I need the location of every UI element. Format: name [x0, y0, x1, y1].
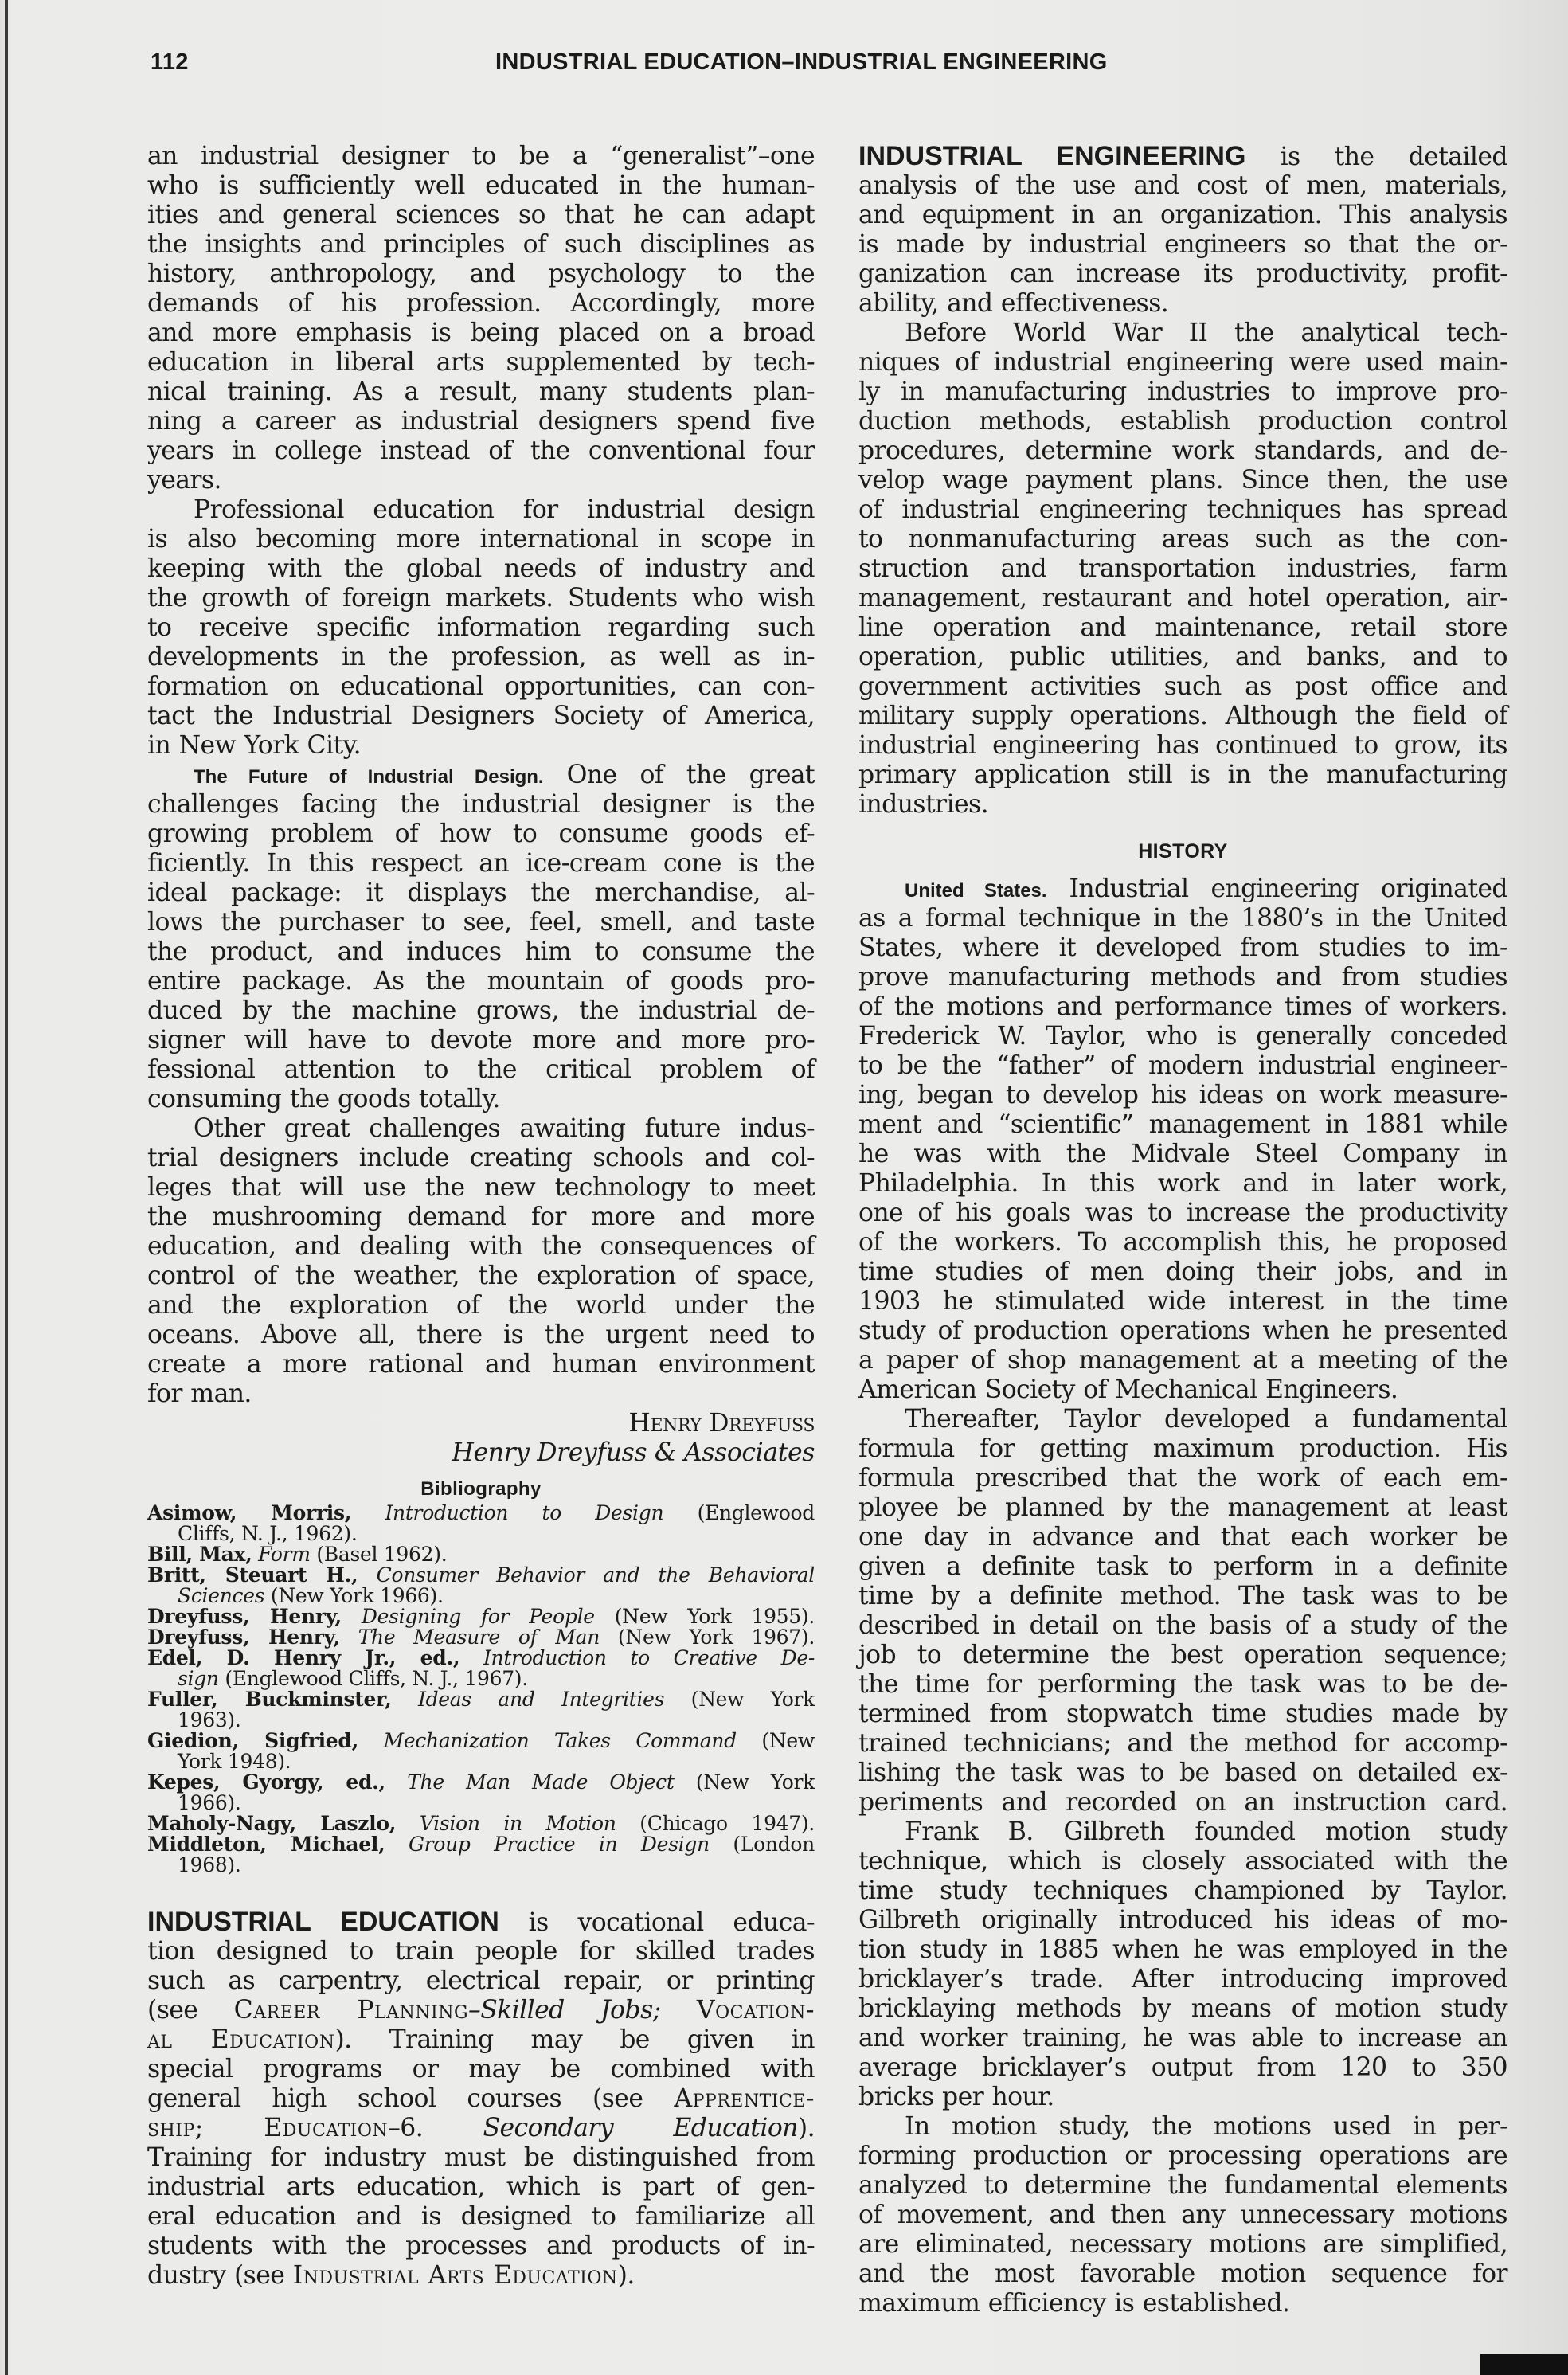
text-line: tion study in 1885 when he was employed in the	[858, 1935, 1507, 1964]
text-line: ment and “scientific” management in 1881 while	[858, 1110, 1507, 1139]
text-line: Philadelphia. In this work and in later work,	[858, 1169, 1507, 1198]
text-line: dustry (see Industrial Arts Education).	[147, 2261, 635, 2290]
text-line: Before World War II the analytical tech-	[905, 319, 1507, 347]
text-line: The Future of Industrial Design. One of the great	[194, 761, 815, 789]
text-line: technique, which is closely associated with the	[858, 1847, 1507, 1876]
paragraph-motion-study	[858, 2112, 1507, 2318]
entry-title: INDUSTRIAL ENGINEERING	[858, 141, 1246, 171]
text-line: he was with the Midvale Steel Company in	[858, 1140, 1507, 1168]
text-line: ideal package: it displays the merchandise, al-	[147, 878, 815, 907]
text-line: formula prescribed that the work of each em-	[858, 1464, 1507, 1493]
text-line: history, anthropology, and psychology to the	[147, 260, 815, 288]
text-line: Gilbreth originally introduced his ideas of mo-	[858, 1906, 1507, 1935]
text-line: for man.	[147, 1379, 252, 1408]
text-line: INDUSTRIAL ENGINEERING is the detailed	[858, 141, 1507, 171]
text-line: Thereafter, Taylor developed a fundamental	[905, 1405, 1507, 1434]
text-line: nical training. As a result, many students plan-	[147, 378, 815, 406]
text-line: industrial engineering has continued to grow, its	[858, 731, 1507, 760]
text-line: industries.	[858, 790, 988, 819]
text-line: given a definite task to perform in a definite	[858, 1552, 1507, 1581]
running-header	[147, 49, 1183, 81]
text-line: the time for performing the task was to be de-	[858, 1670, 1507, 1699]
text-line: duction methods, establish production control	[858, 407, 1507, 436]
text-line: signer will have to devote more and more pro-	[147, 1026, 815, 1054]
text-line: special programs or may be combined with	[147, 2055, 815, 2084]
text-line: of the motions and performance times of workers.	[858, 992, 1507, 1021]
page-binding-edge	[5, 0, 8, 2375]
entry-title: INDUSTRIAL EDUCATION	[147, 1907, 499, 1937]
text-line: eral education and is designed to familiarize all	[147, 2202, 815, 2231]
run-in-heading: The Future of Industrial Design.	[194, 766, 544, 788]
bibliography-entry: Giedion, Sigfried, Mechanization Takes Command (New York 1948).	[147, 1729, 815, 1773]
text-line: developments in the profession, as well as in-	[147, 643, 815, 671]
text-line: challenges facing the industrial designer is the	[147, 790, 815, 819]
cross-reference: Education	[264, 2114, 389, 2142]
text-line: consuming the goods totally.	[147, 1085, 500, 1113]
text-line: are eliminated, necessary motions are simplified,	[858, 2230, 1507, 2259]
text-line: to be the “father” of modern industrial engineer-	[858, 1051, 1507, 1080]
bibliography-entry: Kepes, Gyorgy, ed., The Man Made Object (New York 1966).	[147, 1770, 815, 1814]
text-line: lows the purchaser to see, feel, smell, and taste	[147, 908, 815, 937]
paragraph-professional-education	[147, 495, 815, 761]
text-line: is made by industrial engineers so that the or-	[858, 230, 1507, 259]
cross-reference: al Education	[147, 2025, 335, 2054]
paragraph-taylor-formula	[858, 1405, 1507, 1817]
text-line: trial designers include creating schools and col-	[147, 1144, 815, 1172]
bibliography-entry: Britt, Steuart H., Consumer Behavior and the Behavioral Sciences (New York 1966).	[147, 1563, 815, 1607]
bibliography-entry: Middleton, Michael, Group Practice in Design (London 1968).	[147, 1833, 815, 1876]
text-line: United States. Industrial engineering originated	[905, 874, 1507, 903]
text-line: ficiently. In this respect an ice-cream cone is the	[147, 849, 815, 878]
text-line: to nonmanufacturing areas such as the con-	[858, 525, 1507, 554]
cross-reference: Industrial Arts Education	[292, 2261, 618, 2290]
left-column	[147, 142, 815, 2291]
bibliography-entry: Dreyfuss, Henry, Designing for People (New York 1955).	[147, 1605, 815, 1628]
text-line: industrial arts education, which is part of gen-	[147, 2173, 815, 2201]
cross-reference: Vocation-	[696, 1996, 815, 2025]
text-line: time studies of men doing their jobs, and in	[858, 1258, 1507, 1286]
text-line: formation on educational opportunities, can con-	[147, 672, 815, 701]
text-line: the insights and principles of such disciplines as	[147, 230, 815, 259]
text-line: bricklayer’s trade. After introducing improved	[858, 1965, 1507, 1994]
text-line: control of the weather, the exploration of space,	[147, 1262, 815, 1290]
text-line: procedures, determine work standards, and de-	[858, 436, 1507, 465]
text-line: termined from stopwatch time studies made by	[858, 1700, 1507, 1728]
text-line: ning a career as industrial designers spend five	[147, 407, 815, 436]
text-line: and the exploration of the world under the	[147, 1291, 815, 1320]
bibliography	[147, 1476, 815, 1876]
text-line: of movement, and then any unnecessary motions	[858, 2201, 1507, 2229]
section-heading-history: HISTORY	[1138, 840, 1228, 863]
text-line: the growth of foreign markets. Students who wish	[147, 584, 815, 612]
text-line: years.	[147, 466, 221, 495]
section-united-states	[858, 874, 1507, 1405]
page-number: 112	[151, 49, 189, 75]
scan-corner-mark	[1480, 2354, 1568, 2375]
text-line: general high school courses (see Apprentice-	[147, 2084, 815, 2113]
text-line: periments and recorded on an instruction card.	[858, 1788, 1507, 1817]
text-line: leges that will use the new technology to meet	[147, 1173, 815, 1202]
text-line: growing problem of how to consume goods ef-	[147, 820, 815, 848]
text-line: primary application still is in the manufacturing	[858, 761, 1507, 789]
text-line: who is sufficiently well educated in the human-	[147, 171, 815, 200]
text-line: velop wage payment plans. Since then, the use	[858, 466, 1507, 495]
text-line: ities and general sciences so that he can adapt	[147, 201, 815, 229]
text-line: Professional education for industrial design	[194, 495, 815, 524]
text-line: tion designed to train people for skilled trades	[147, 1937, 815, 1966]
text-line: fessional attention to the critical problem of	[147, 1055, 815, 1084]
text-line: the product, and induces him to consume the	[147, 937, 815, 966]
text-line: demands of his profession. Accordingly, more	[147, 289, 815, 318]
text-line: education, and dealing with the consequences of	[147, 1232, 815, 1261]
text-line: years in college instead of the conventional four	[147, 436, 815, 465]
text-line: ship; Education–6. Secondary Education).	[147, 2114, 815, 2142]
text-line: ganization can increase its productivity, profit-	[858, 260, 1507, 288]
text-line: 1903 he stimulated wide interest in the time	[858, 1287, 1507, 1316]
author-affiliation: Henry Dreyfuss & Associates	[452, 1438, 815, 1467]
text-line: In motion study, the motions used in per-	[905, 2112, 1507, 2141]
text-line: ly in manufacturing industries to improve pro-	[858, 378, 1507, 406]
text-line: struction and transportation industries, farm	[858, 554, 1507, 583]
text-line: bricklaying methods by means of motion study	[858, 1994, 1507, 2023]
text-line: (see Career Planning–Skilled Jobs; Vocation-	[147, 1996, 815, 2025]
cross-reference: Career Planning	[233, 1996, 469, 2025]
text-line: to receive specific information regarding such	[147, 613, 815, 642]
text-line: and more emphasis is being placed on a broad	[147, 319, 815, 347]
text-line: management, restaurant and hotel operation, air-	[858, 584, 1507, 612]
text-line: Training for industry must be distinguished from	[147, 2143, 815, 2172]
text-line: military supply operations. Although the field of	[858, 702, 1507, 730]
bibliography-entry: Maholy-Nagy, Laszlo, Vision in Motion (Chicago 1947).	[147, 1812, 815, 1835]
text-line: bricks per hour.	[858, 2083, 1054, 2111]
text-line: is also becoming more international in scope in	[147, 525, 815, 554]
text-line: tact the Industrial Designers Society of America,	[147, 702, 815, 730]
text-line: study of production operations when he presented	[858, 1317, 1507, 1345]
text-line: as a formal technique in the 1880’s in the United	[858, 904, 1507, 933]
text-line: ing, began to develop his ideas on work measure-	[858, 1081, 1507, 1109]
text-line: Frederick W. Taylor, who is generally conceded	[858, 1022, 1507, 1051]
paragraph-other-challenges	[147, 1114, 815, 1409]
text-line: and equipment in an organization. This analysis	[858, 201, 1507, 229]
text-line: line operation and maintenance, retail store	[858, 613, 1507, 642]
text-line: time study techniques championed by Taylor.	[858, 1876, 1507, 1905]
text-line: trained technicians; and the method for accomp-	[858, 1729, 1507, 1758]
text-line: and the most favorable motion sequence for	[858, 2260, 1507, 2288]
author-signature	[147, 1409, 815, 1468]
paragraph-before-wwii	[858, 319, 1507, 820]
bibliography-entry: Edel, D. Henry Jr., ed., Introduction to Creative De- sign (Englewood Cliffs, N. J., 1967).	[147, 1646, 815, 1690]
text-line: in New York City.	[147, 731, 361, 760]
text-line: States, where it developed from studies to im-	[858, 933, 1507, 962]
text-line: one day in advance and that each worker be	[858, 1523, 1507, 1551]
bibliography-entry: Bill, Max, Form (Basel 1962).	[147, 1543, 448, 1566]
text-line: formula for getting maximum production. His	[858, 1434, 1507, 1463]
text-line: students with the processes and products of in-	[147, 2232, 815, 2260]
text-line: the mushrooming demand for more and more	[147, 1203, 815, 1231]
text-line: lishing the task was to be based on detailed ex-	[858, 1759, 1507, 1787]
paragraph-gilbreth	[858, 1817, 1507, 2112]
text-line: ployee be planned by the management at least	[858, 1493, 1507, 1522]
text-line: American Society of Mechanical Engineers.	[858, 1375, 1398, 1404]
text-line: ability, and effectiveness.	[858, 289, 1169, 318]
author-name: Henry Dreyfuss	[628, 1409, 815, 1438]
run-in-heading: United States.	[905, 880, 1047, 902]
text-line: described in detail on the basis of a study of the	[858, 1611, 1507, 1640]
bibliography-list	[147, 1503, 815, 1876]
text-line: analyzed to determine the fundamental elements	[858, 2171, 1507, 2200]
text-line: Other great challenges awaiting future indus-	[194, 1114, 815, 1143]
text-line: operation, public utilities, and banks, and to	[858, 643, 1507, 671]
text-line: government activities such as post office and	[858, 672, 1507, 701]
cross-reference: Apprentice-	[674, 2084, 815, 2113]
text-line: maximum efficiency is established.	[858, 2289, 1290, 2318]
text-line: such as carpentry, electrical repair, or printing	[147, 1966, 815, 1995]
text-line: INDUSTRIAL EDUCATION is vocational educa-	[147, 1907, 815, 1937]
paragraph-generalist	[147, 142, 815, 495]
text-line: prove manufacturing methods and from studies	[858, 963, 1507, 992]
text-line: an industrial designer to be a “generalist”–one	[147, 142, 815, 170]
text-line: analysis of the use and cost of men, materials,	[858, 171, 1507, 200]
section-future-of-industrial-design	[147, 761, 815, 1114]
text-line: keeping with the global needs of industry and	[147, 554, 815, 583]
text-line: average bricklayer’s output from 120 to 350	[858, 2053, 1507, 2082]
right-column	[858, 142, 1507, 2318]
text-line: entire package. As the mountain of goods pro-	[147, 967, 815, 996]
entry-industrial-education	[147, 1907, 815, 2291]
entry-industrial-engineering	[858, 142, 1507, 319]
text-line: of industrial engineering techniques has spread	[858, 495, 1507, 524]
text-line: time by a definite method. The task was to be	[858, 1582, 1507, 1610]
text-line: niques of industrial engineering were used main-	[858, 348, 1507, 377]
text-line: Frank B. Gilbreth founded motion study	[905, 1817, 1507, 1846]
text-line: a paper of shop management at a meeting of the	[858, 1346, 1507, 1375]
bibliography-entry: Fuller, Buckminster, Ideas and Integrities (New York 1963).	[147, 1688, 815, 1731]
text-line: education in liberal arts supplemented by tech-	[147, 348, 815, 377]
text-line: job to determine the best operation sequence;	[858, 1641, 1507, 1669]
running-title: INDUSTRIAL EDUCATION–INDUSTRIAL ENGINEERING	[495, 49, 1108, 75]
text-line: forming production or processing operations are	[858, 2142, 1507, 2170]
text-line: one of his goals was to increase the productivity	[858, 1199, 1507, 1227]
text-line: of the workers. To accomplish this, he proposed	[858, 1228, 1507, 1257]
bibliography-entry: Dreyfuss, Henry, The Measure of Man (New York 1967).	[147, 1626, 815, 1649]
text-line: oceans. Above all, there is the urgent need to	[147, 1321, 815, 1349]
text-line: and worker training, he was able to increase an	[858, 2024, 1507, 2052]
text-line: duced by the machine grows, the industrial de-	[147, 996, 815, 1025]
bibliography-heading: Bibliography	[420, 1478, 542, 1500]
text-line: create a more rational and human environment	[147, 1350, 815, 1379]
bibliography-entry: Asimow, Morris, Introduction to Design (Englewood Cliffs, N. J., 1962).	[147, 1501, 815, 1545]
text-line: al Education). Training may be given in	[147, 2025, 815, 2054]
